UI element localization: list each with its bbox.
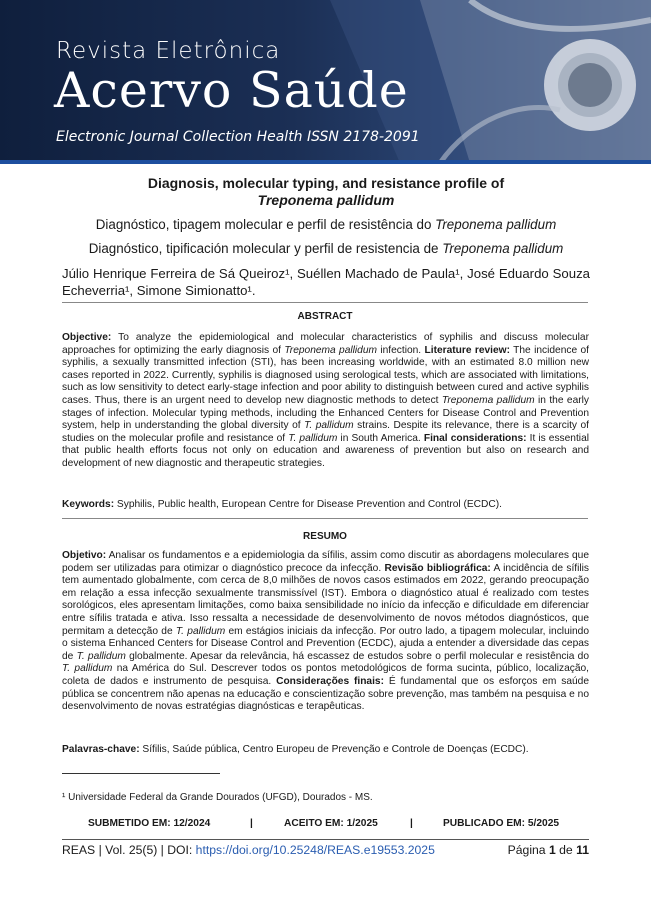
abstract-review-text: in the early stages of infection. Molecular typing methods, including the Enhanced Centers for Disease Control and Prevention system, help in understanding the global diversity of: [62, 394, 589, 432]
page-mid: de: [555, 843, 577, 857]
abstract-review-text: strains. Despite its relevance, there is a scarcity of studies on the molecular profile and resistance of: [62, 420, 590, 444]
date-separator: |: [410, 818, 413, 829]
species-name: Treponema pallidum: [441, 394, 535, 406]
abstract-review-text: in South America.: [337, 432, 424, 444]
abstract-heading: ABSTRACT: [297, 311, 353, 322]
published-date: PUBLICADO EM: 5/2025: [443, 818, 560, 829]
resumo-objective-text: Analisar os fundamentos e a epidemiologia da sífilis, assim como discutir as abordagens moleculares que podem ser utilizadas para otimizar o diagnóstico precoce da infecção.: [62, 550, 589, 574]
page-prefix: Página: [507, 843, 549, 857]
subtitle-pt-text: Diagnóstico, tipagem molecular e perfil de resistência do: [95, 217, 436, 232]
resumo-review-text: na América do Sul. Descrever todos os pontos metodológicos de forma sucinta, público, localização, coleta de dados e instrumento de pesquisa.: [62, 663, 589, 687]
palavras-chave-label: Palavras-chave:: [62, 744, 140, 755]
resumo-final-text: É fundamental que os esforços em saúde pública se concentrem não apenas na educação e conscientização sobre prevenção, mas também na pesquisa e no desenvolvimento de novas estratégias diagnósticas e terapêuticas.: [62, 675, 590, 713]
resumo-body: [62, 550, 589, 714]
author-list: [62, 265, 590, 299]
abstract-final-label: Final considerations:: [423, 432, 527, 444]
citation-text: REAS | Vol. 25(5) | DOI:: [62, 843, 196, 857]
abstract-objective-text: infection.: [377, 344, 425, 356]
species-name: T. pallidum: [62, 663, 113, 675]
accent-bar: [0, 160, 651, 164]
palavras-chave-text: Sífilis, Saúde pública, Centro Europeu de Prevenção e Controle de Doenças (ECDC).: [139, 744, 529, 755]
page-number: [508, 843, 589, 857]
species-name: T. pallidum: [76, 650, 126, 662]
article-title: [60, 175, 592, 209]
submitted-date: SUBMETIDO EM: 12/2024: [88, 818, 211, 829]
subtitle-spanish: [60, 241, 592, 256]
species-name: T. pallidum: [175, 625, 226, 637]
abstract-objective-label: Objective:: [62, 332, 112, 343]
accepted-date: ACEITO EM: 1/2025: [284, 818, 378, 829]
authors-line1: Júlio Henrique Ferreira de Sá Queiroz¹, Suéllen Machado de Paula¹, José Eduardo Souza: [62, 266, 590, 281]
resumo-top-rule: [62, 518, 588, 519]
title-line2: Treponema pallidum: [257, 192, 395, 208]
species-name: T. pallidum: [288, 432, 338, 444]
subtitle-pt-species: Treponema pallidum: [435, 217, 557, 232]
resumo-review-text: globalmente. Apesar da relevância, há escassez de estudos sobre o perfil molecular e resistência do: [125, 650, 589, 662]
doi-link[interactable]: https://doi.org/10.25248/REAS.e19553.2025: [195, 843, 435, 857]
subtitle-es-species: Treponema pallidum: [442, 241, 564, 256]
abstract-review-text: The incidence of syphilis, a sexually transmitted infection (STI), has been increasing worldwide, with an estimated 8.0 million new cases reported in 2022. Currently, syphilis is diagnosed using serological tests, which are associated with limitations, such as low sensitivity to detect early-stage infection and poor ability to distinguish between cured and active syphilis cases. Thus, there is an urgent need to develop new diagnostic methods to detect: [62, 344, 589, 406]
journal-subtitle-issn: Electronic Journal Collection Health ISSN 2178-2091: [56, 129, 420, 145]
journal-name-line2: Acervo Saúde: [54, 62, 409, 119]
abstract-keywords: [62, 499, 589, 510]
title-line1: Diagnosis, molecular typing, and resistance profile of: [147, 175, 505, 191]
authors-line2: Echeverria¹, Simone Simionatto¹.: [62, 283, 256, 298]
resumo-review-label: Revisão bibliográfica:: [384, 562, 491, 574]
abstract-final-text: It is essential that public health efforts focus not only on education and awareness of prevention but also on research and development of new diagnostic and therapeutic strategies.: [62, 432, 589, 469]
keywords-text: Syphilis, Public health, European Centre for Disease Prevention and Control (ECDC).: [114, 499, 502, 510]
resumo-review-text: A incidência de sífilis tem aumentado globalmente, com cerca de 8,0 milhões de novos casos estimados em 2022, gerando preocupação em relação a essa infecção sexualmente transmissível (IST). Embora o diagnóstico atual é realizado com testes sorológicos, eles apresentam limitações, como baixa sensibilidade no início da infecção e dificuldade em diferenciar entre sífilis tratada e ativa. Isso ressalta a necessidade de desenvolvimento de novos métodos diagnósticos, que permitam a detecção de: [62, 562, 589, 637]
footnote-rule: [62, 773, 220, 774]
footer-rule: [62, 839, 589, 840]
abstract-review-label: Literature review:: [424, 344, 510, 356]
page-total: 11: [576, 843, 589, 857]
footer-citation: [62, 843, 435, 857]
resumo-keywords: [62, 744, 589, 755]
journal-name-line1: Revista Eletrônica: [56, 38, 281, 64]
subtitle-es-text: Diagnóstico, tipificación molecular y perfil de resistencia de: [88, 241, 443, 256]
resumo-objective-label: Objetivo:: [62, 550, 107, 561]
resumo-review-text: em estágios iniciais da infecção. Por outro lado, a tipagem molecular, incluindo o sistema Enhanced Centers for Disease Control and Prevention (ECDC), ajuda a entender a diversidade das cepas de: [62, 625, 589, 662]
date-separator: |: [250, 818, 253, 829]
subtitle-portuguese: [60, 217, 592, 232]
abstract-body: [62, 332, 589, 471]
abstract-top-rule: [62, 302, 588, 303]
species-name: T. pallidum: [304, 420, 354, 432]
abstract-objective-text: To analyze the epidemiological and molecular characteristics of syphilis and discuss molecular approaches for optimizing the early diagnosis of: [62, 332, 589, 356]
resumo-final-label: Considerações finais:: [276, 675, 384, 687]
journal-banner: [0, 0, 651, 163]
resumo-heading: RESUMO: [303, 531, 347, 542]
page-current: 1: [548, 843, 556, 857]
keywords-label: Keywords:: [62, 499, 115, 510]
affiliation-footnote: ¹ Universidade Federal da Grande Dourados (UFGD), Dourados - MS.: [62, 792, 373, 803]
species-name: Treponema pallidum: [284, 344, 377, 356]
